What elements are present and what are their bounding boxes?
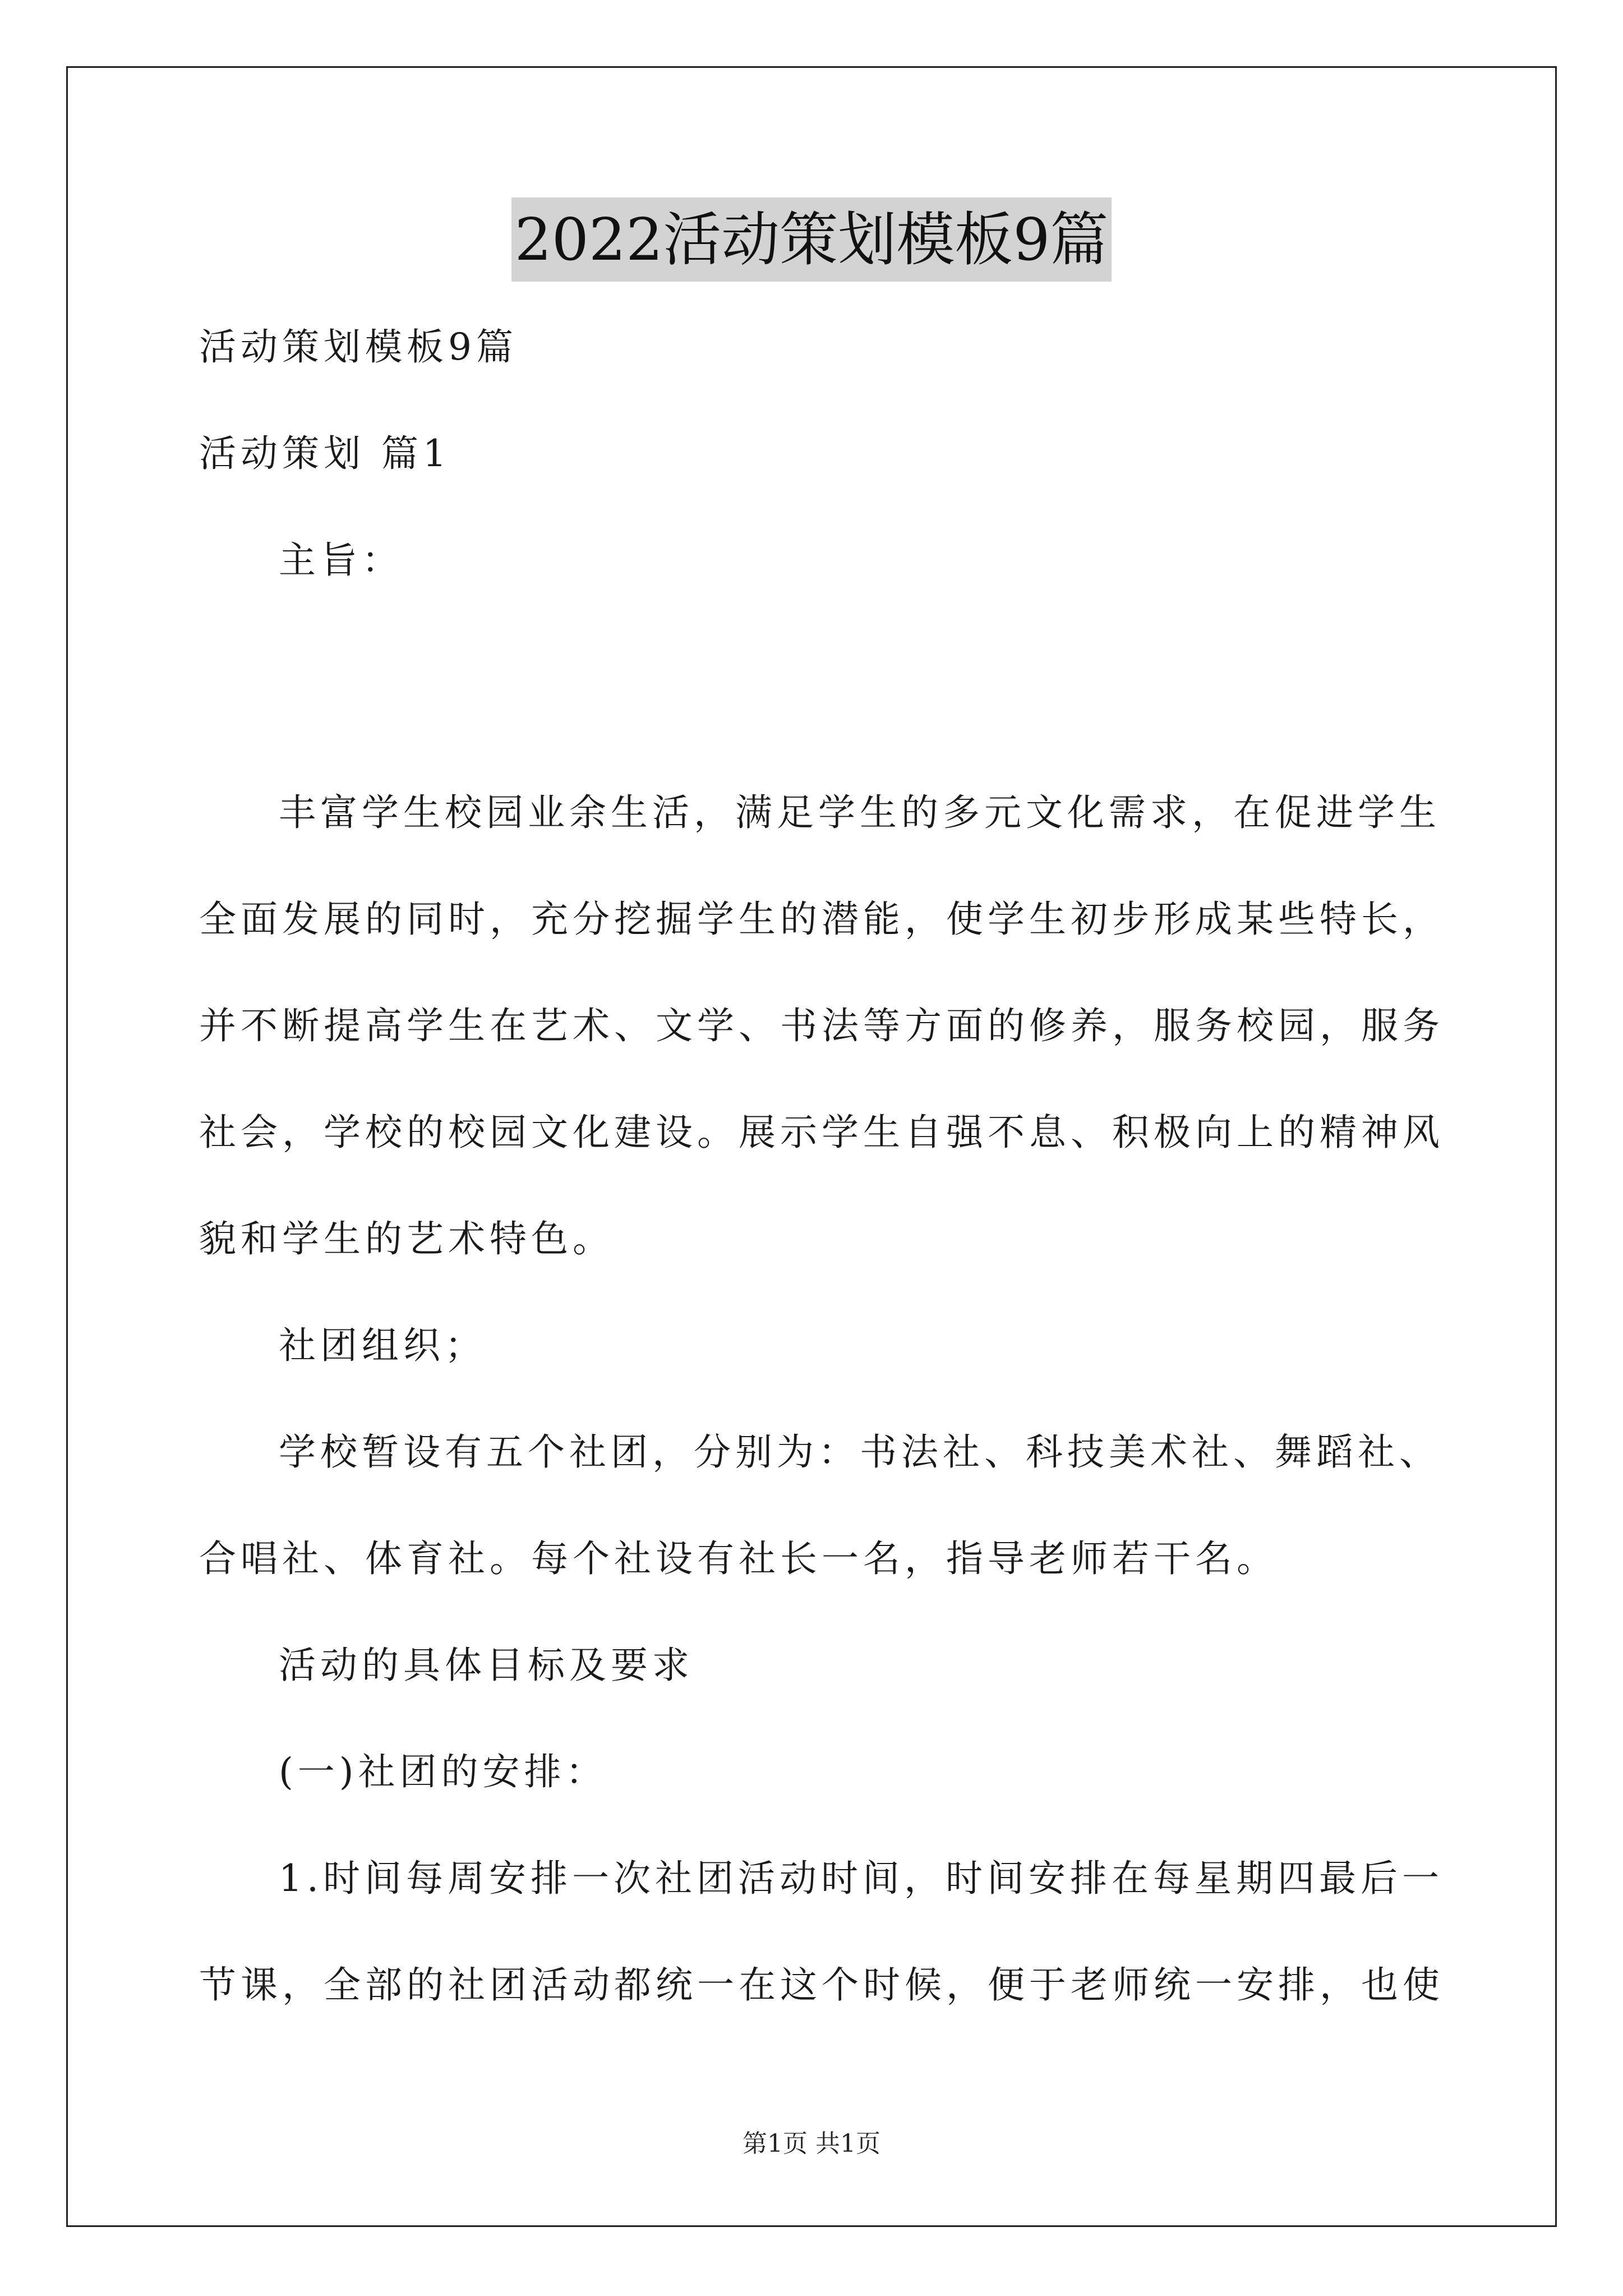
- paragraph-line: 貌和学生的艺术特色。: [199, 1217, 614, 1260]
- paragraph-line: 社团组织；: [279, 1324, 486, 1367]
- title-container: [0, 197, 1623, 282]
- paragraph-line: 全面发展的同时，充分挖掘学生的潜能，使学生初步形成某些特长，: [199, 898, 1444, 941]
- paragraph-line: 学校暂设有五个社团，分别为：书法社、科技美术社、舞蹈社、: [279, 1430, 1441, 1474]
- paragraph-line: 社会，学校的校园文化建设。展示学生自强不息、积极向上的精神风: [199, 1111, 1444, 1154]
- paragraph-line: 主旨：: [279, 539, 403, 582]
- section-heading: 活动策划 篇1: [199, 432, 451, 475]
- paragraph-line: (一)社团的安排：: [279, 1750, 607, 1793]
- page-footer: 第1页 共1页: [743, 2129, 880, 2158]
- paragraph-line: 节课，全部的社团活动都统一在这个时候，便于老师统一安排，也使: [199, 1963, 1444, 2007]
- paragraph-line: 并不断提高学生在艺术、文学、书法等方面的修养，服务校园，服务: [199, 1004, 1444, 1047]
- paragraph-line: 丰富学生校园业余生活，满足学生的多元文化需求，在促进学生: [279, 791, 1441, 834]
- paragraph-line: 活动的具体目标及要求: [279, 1644, 694, 1687]
- subtitle-line: 活动策划模板9篇: [199, 325, 518, 369]
- paragraph-line: 1.时间每周安排一次社团活动时间，时间安排在每星期四最后一: [279, 1857, 1444, 1900]
- document-title: 2022活动策划模板9篇: [511, 197, 1112, 282]
- paragraph-line: 合唱社、体育社。每个社设有社长一名，指导老师若干名。: [199, 1537, 1278, 1580]
